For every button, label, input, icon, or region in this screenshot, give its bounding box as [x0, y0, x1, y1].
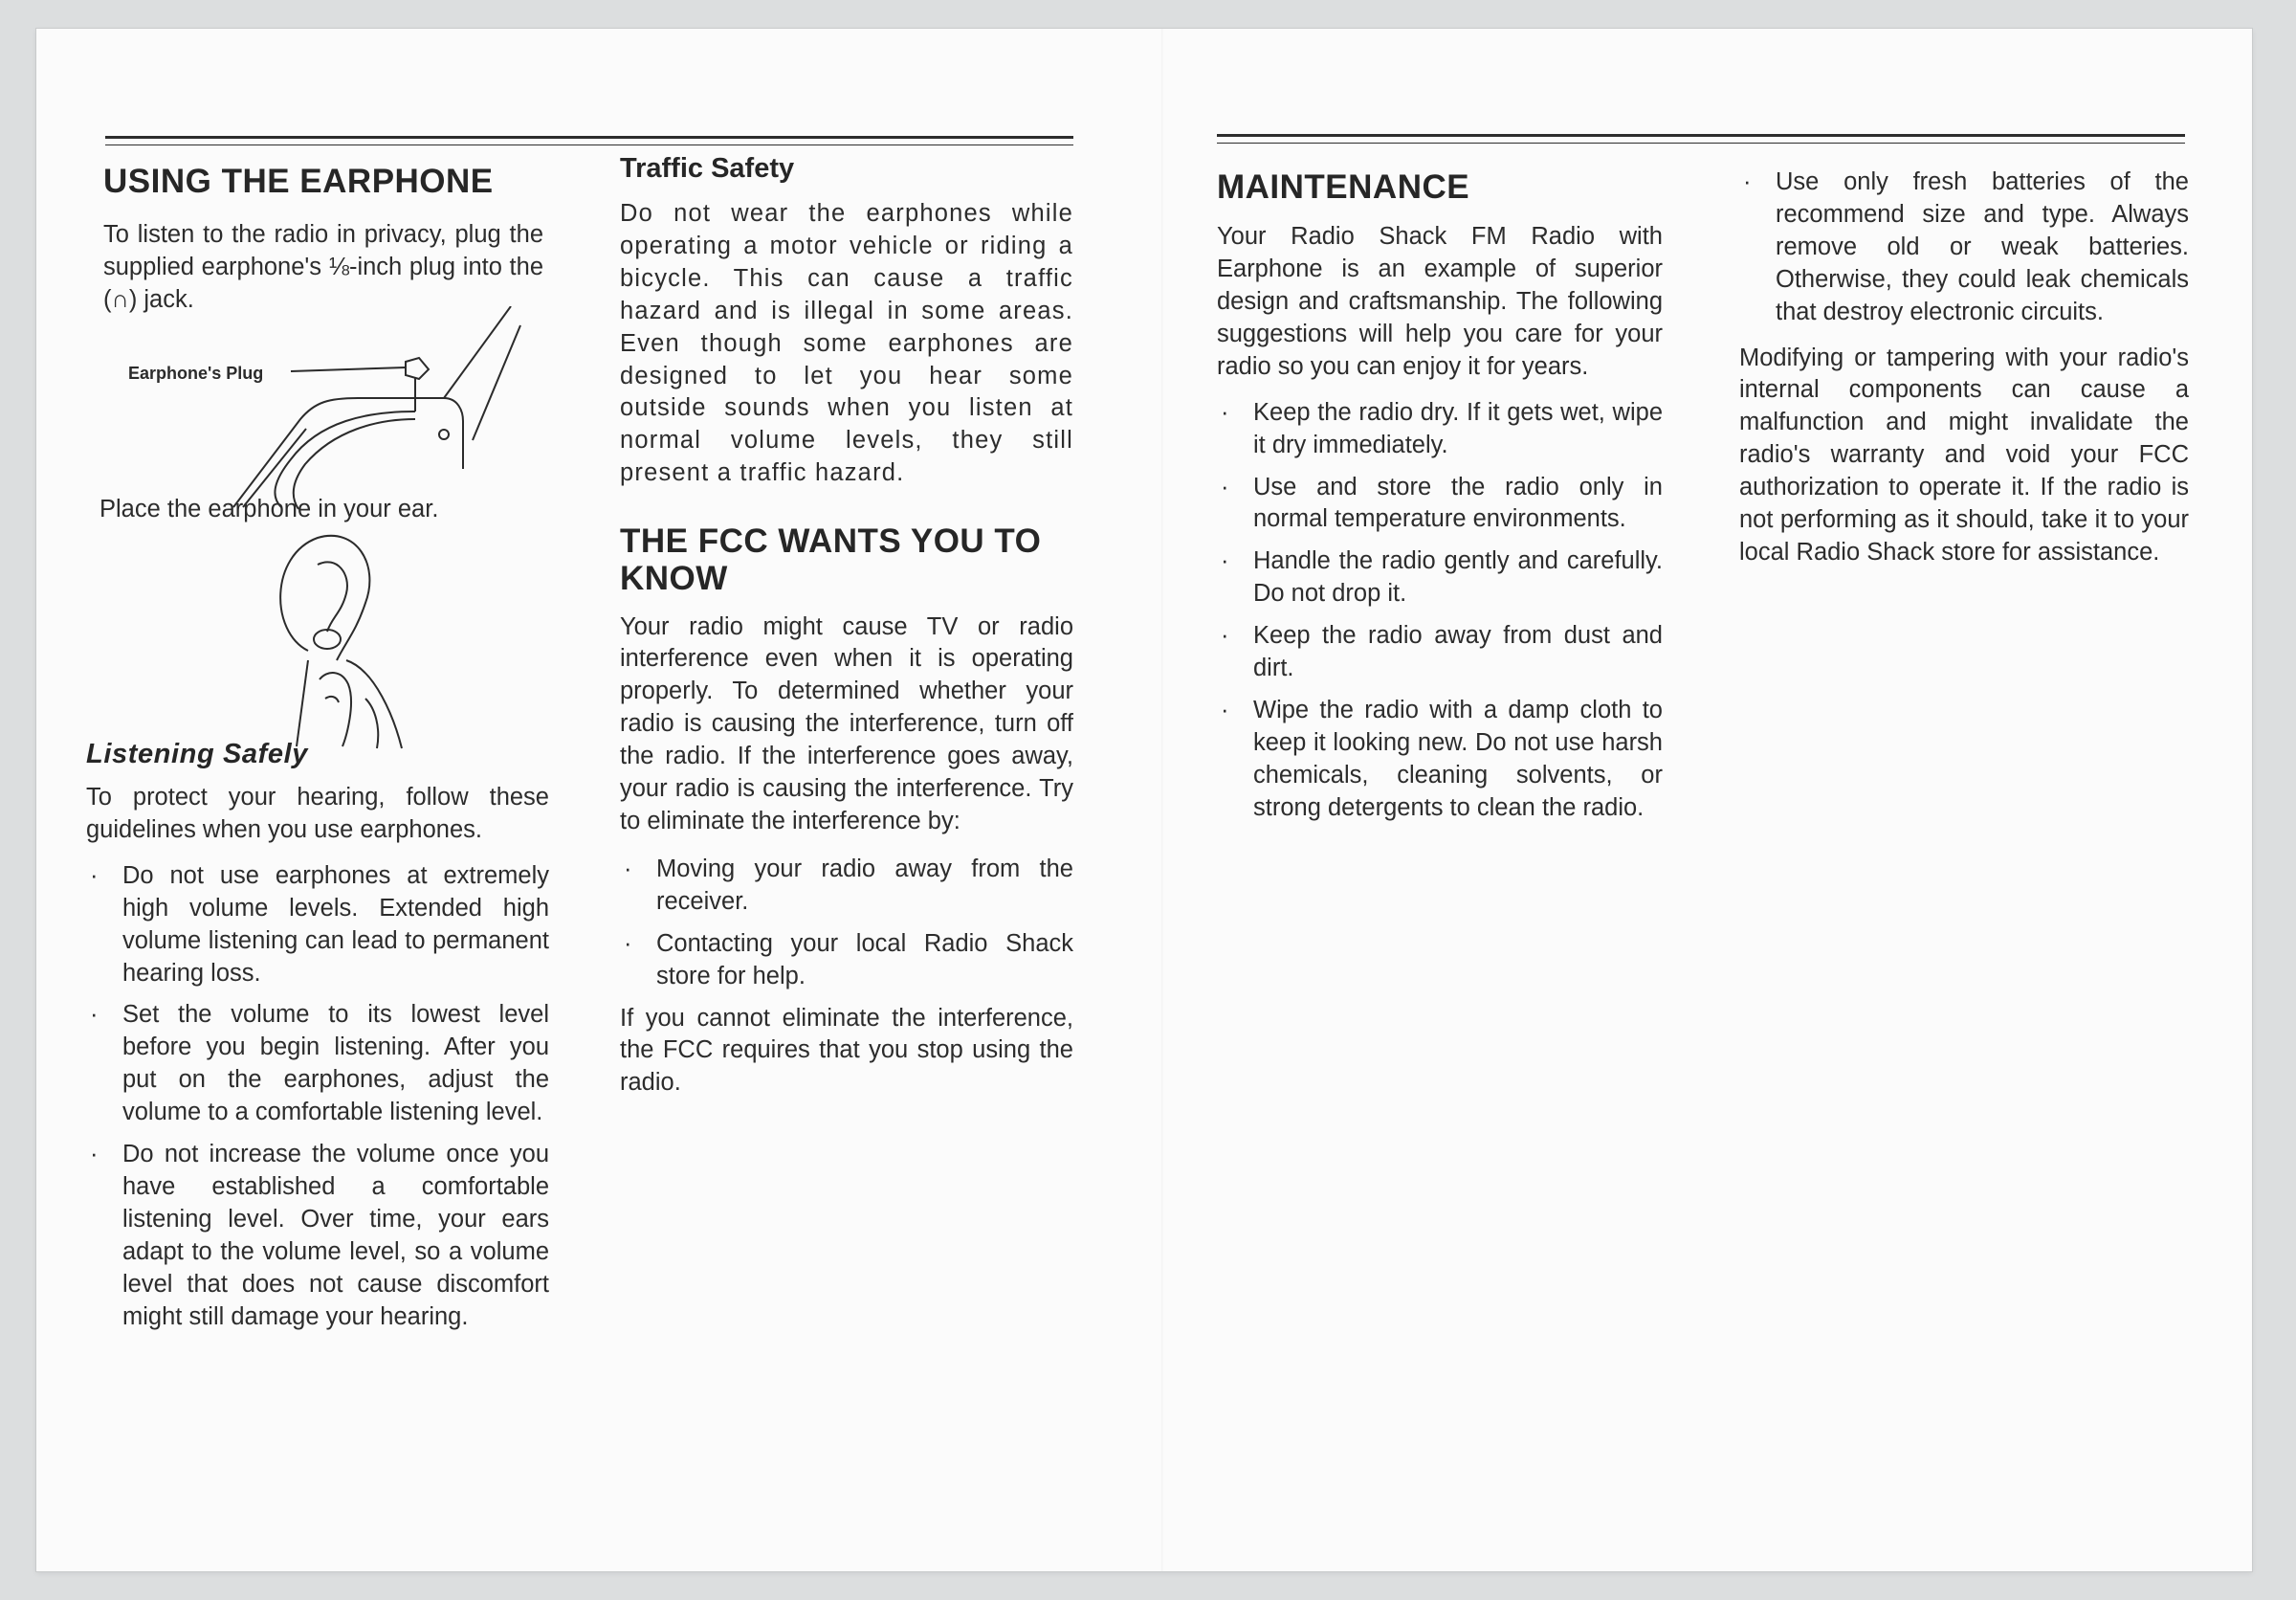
traffic-heading: Traffic Safety — [620, 153, 795, 184]
listening-heading: Listening Safely — [86, 739, 308, 769]
column-maintenance — [1217, 168, 1663, 834]
listening-intro: To protect your hearing, follow these guidelines when you use earphones. — [86, 784, 549, 843]
battery-item: · Use only fresh batteries of the recommend size and type. Always remove old or weak batteries. Otherwise, they could leak chemicals that destroy electronic circuits. — [1743, 168, 2189, 325]
column-earphone — [103, 163, 543, 317]
column-listening — [86, 739, 549, 1344]
plug-illustration — [128, 306, 530, 517]
maintenance-item: · Keep the radio away from dust and dirt. — [1221, 622, 1663, 682]
place-earphone — [99, 494, 540, 526]
modifying-text: Modifying or tampering with your radio's internal components can cause a malfunction and might invalidate the radio's warranty and void your FCC authorization to operate it. If the radio is not performing as it should, take it to your local Radio Shack store for assistance. — [1739, 344, 2189, 566]
fcc-item: · Contacting your local Radio Shack store for help. — [624, 929, 1073, 989]
maintenance-item: · Wipe the radio with a damp cloth to keep it looking new. Do not use harsh chemicals, cleaning solvents, or strong detergents to clean the radio. — [1221, 696, 1663, 821]
fcc-text: Your radio might cause TV or radio interference even when it is operating properly. To determined whether your radio is causing the interference, turn off the radio. If the interference goes away, your radio is causing the interference. Try to eliminate the interference by: — [620, 612, 1073, 834]
ear-illustration — [251, 526, 442, 756]
top-rule-left — [105, 136, 1073, 145]
maintenance-list — [1217, 397, 1663, 825]
battery-list — [1739, 167, 2189, 329]
fcc-heading: THE FCC WANTS YOU TO KNOW — [620, 522, 1042, 598]
maintenance-intro: Your Radio Shack FM Radio with Earphone is an example of superior design and craftsmanship. The following suggestions will help you care for your radio so you can enjoy it for years. — [1217, 223, 1663, 380]
column-traffic-fcc — [620, 153, 1073, 1100]
top-rule-right — [1217, 134, 2185, 144]
column-batteries — [1739, 167, 2189, 569]
maintenance-item: · Use and store the radio only in normal temperature environments. — [1221, 473, 1663, 533]
maintenance-heading: MAINTENANCE — [1217, 168, 1470, 206]
maintenance-item: · Keep the radio dry. If it gets wet, wipe it dry immediately. — [1221, 398, 1663, 458]
listening-item: · Set the volume to its lowest level before you begin listening. After you put on the earphones, adjust the volume to a comfortable listening level. — [90, 1001, 549, 1126]
radio-plug-drawing — [128, 306, 530, 517]
earphone-text: To listen to the radio in privacy, plug the supplied earphone's ⅛-inch plug into the (∩) jack. — [103, 221, 543, 313]
plug-label: Earphone's Plug — [128, 364, 264, 383]
listening-item: · Do not increase the volume once you have established a comfortable listening level. Over time, your ears adapt to the volume level, so a volume level that does not cause discomfort might still damage your hearing. — [90, 1141, 549, 1330]
listening-item: · Do not use earphones at extremely high volume levels. Extended high volume listening can lead to permanent hearing loss. — [90, 861, 549, 987]
manual-sheet — [36, 29, 2252, 1571]
fcc-item: · Moving your radio away from the receiver. — [624, 855, 1073, 915]
ear-drawing — [251, 526, 442, 756]
center-fold — [1161, 29, 1163, 1571]
listening-list — [86, 860, 549, 1334]
traffic-text: Do not wear the earphones while operating a motor vehicle or riding a bicycle. This can cause a traffic hazard and is illegal in some areas. Even though some earphones are designed to let you hear some outside sounds when you listen at normal volume levels, they still present a traffic hazard. — [620, 200, 1073, 487]
maintenance-item: · Handle the radio gently and carefully. Do not drop it. — [1221, 547, 1663, 608]
fcc-list — [620, 854, 1073, 993]
place-text: Place the earphone in your ear. — [99, 496, 439, 522]
fcc-closing: If you cannot eliminate the interference, the FCC requires that you stop using the radio. — [620, 1004, 1073, 1097]
earphone-heading: USING THE EARPHONE — [103, 163, 494, 200]
